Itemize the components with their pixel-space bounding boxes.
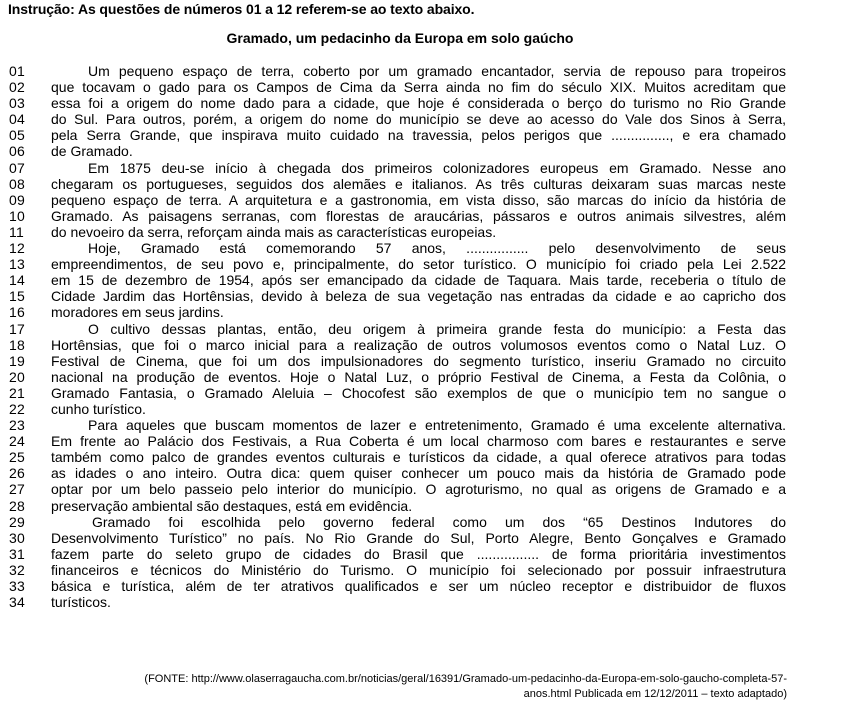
text-line [0,530,843,546]
line-text: Gramado Fantasia, o Gramado Aleluia – Chocofest são exemplos de que o município tem no sangue o [51,384,786,401]
text-line [0,578,843,594]
line-number: 05 [9,127,25,144]
line-number: 30 [9,529,25,546]
line-text: Gramado foi escolhida pelo governo federal como um dos “65 Destinos Indutores do [92,513,786,530]
line-text: Hoje, Gramado está comemorando 57 anos, ................ pelo desenvolvimento de seus [88,240,786,257]
line-text: optar por um belo passeio pelo interior do município. O agroturismo, no qual as origens de Gramado e a [51,481,786,498]
line-text: financeiros e técnicos do Ministério do Turismo. O município foi selecionado por possuir infraestrutura [51,561,786,578]
source-line-2: anos.html Publicada em 12/12/2011 – texto adaptado) [523,688,787,700]
line-number: 24 [9,433,25,450]
line-text: Um pequeno espaço de terra, coberto por um gramado encantador, servia de repouso para tropeiros [88,63,786,79]
line-number: 10 [9,207,25,224]
text-line [0,417,843,433]
line-text: Hortênsias, que foi o marco inicial para a realização de outros volumosos eventos como o Natal Luz. O [51,336,786,353]
text-line [0,401,843,417]
text-line [0,449,843,465]
line-number: 07 [9,159,25,176]
line-number: 31 [9,545,25,562]
line-number: 17 [9,320,25,337]
text-line [0,95,843,111]
text-title: Gramado, um pedacinho da Europa em solo gaúcho [226,30,574,46]
line-text: também como palco de grandes eventos culturais e turísticos da cidade, a qual oferece atrativos para todas [51,449,786,466]
text-line [0,272,843,288]
text-line [0,256,843,272]
line-number: 19 [9,352,25,369]
source-line-1: (FONTE: http://www.olaserragaucha.com.br/noticias/geral/16391/Gramado-um-pedacinho-da-Europa-em-solo-gaucho-completa-57- [144,673,787,685]
line-number: 06 [9,143,25,160]
line-text: básica e turística, além de ter atrativos qualificados e ser um núcleo receptor e distribuidor de fluxos [51,578,786,594]
line-text: Festival de Cinema, que foi um dos impulsionadores do segmento turístico, inseriu Gramado no circuito [51,352,786,369]
line-number: 29 [9,513,25,530]
line-text: empreendimentos, de seu povo e, principalmente, do setor turístico. O município foi criado pela Lei 2.522 [51,256,786,273]
line-text: que tocavam o gado para os Campos de Cima da Serra ainda no fim do século XIX. Muitos acreditam que [51,79,786,96]
line-number: 27 [9,481,25,498]
text-line [0,369,843,385]
text-line [0,192,843,208]
line-number: 16 [9,304,25,321]
line-number: 18 [9,336,25,353]
text-line [0,304,843,320]
text-line [0,562,843,578]
line-text: Para aqueles que buscam momentos de lazer e entretenimento, Gramado é uma excelente alternativa. [88,417,786,434]
line-number: 11 [9,223,24,240]
text-line [0,514,843,530]
line-number: 28 [9,497,25,514]
text-line [0,546,843,562]
line-text: essa foi a origem do nome dado para a cidade, que hoje é considerada o berço do turismo no Rio Grande [51,95,786,112]
text-line [0,385,843,401]
line-number: 02 [9,79,25,96]
line-text: moradores em seus jardins. [51,304,224,321]
text-line [0,160,843,176]
line-number: 15 [9,288,25,305]
line-number: 22 [9,400,25,417]
instruction-heading: Instrução: As questões de números 01 a 12 referem-se ao texto abaixo. [8,1,475,17]
line-text: Em frente ao Palácio dos Festivais, a Rua Coberta é um local charmoso com bares e restaurantes e serve [51,433,786,450]
line-number: 13 [9,256,25,273]
line-number: 20 [9,368,25,385]
text-line [0,79,843,95]
text-line [0,353,843,369]
source-citation [47,672,787,702]
line-number: 21 [9,384,25,401]
line-text: em 15 de dezembro de 1954, após ser emancipado da cidade de Taquara. Mais tarde, receberia o título de [51,272,786,289]
line-text: pela Serra Grande, que inspirava muito cuidado na travessia, pelos perigos que ..............., e era chamado [51,127,786,144]
numbered-text-body [0,63,843,610]
line-text: as idades o ano inteiro. Outra dica: quem quiser conhecer um pouco mais da história de Gramado pode [51,465,786,482]
line-number: 34 [9,594,25,611]
text-line [0,143,843,159]
text-line [0,433,843,449]
line-text: Em 1875 deu-se início à chegada dos primeiros colonizadores europeus em Gramado. Nesse ano [88,159,786,176]
text-line [0,240,843,256]
line-text: turísticos. [51,594,111,611]
line-text: do Sul. Para outros, porém, a origem do nome do município se deve ao acesso do Vale dos Sinos à Serra, [51,111,786,128]
text-line [0,176,843,192]
line-number: 04 [9,111,25,128]
line-number: 25 [9,449,25,466]
line-number: 03 [9,95,25,112]
line-number: 32 [9,561,25,578]
line-text: Cidade Jardim das Hortênsias, devido à beleza de sua vegetação nas entradas da cidade e ao capricho dos [51,288,786,305]
text-line [0,321,843,337]
line-text: chegaram os portugueses, seguidos dos alemães e italianos. As três culturas deixaram suas marcas neste [51,175,786,192]
line-number: 33 [9,578,25,594]
text-line [0,127,843,143]
line-number: 09 [9,191,25,208]
line-text: Desenvolvimento Turístico” no país. No Rio Grande do Sul, Porto Alegre, Bento Gonçalves e Gramado [51,529,786,546]
text-line [0,288,843,304]
line-number: 23 [9,417,25,434]
line-text: de Gramado. [51,143,133,160]
line-text: cunho turístico. [51,400,146,417]
text-line [0,498,843,514]
line-number: 08 [9,175,25,192]
line-text: fazem parte do seleto grupo de cidades do Brasil que ................ de forma prioritária investimentos [51,545,786,562]
line-text: pequeno espaço de terra. A arquitetura e a gastronomia, em vista disso, são marcas do início da história de [51,191,786,208]
line-text: Gramado. As paisagens serranas, com florestas de araucárias, pássaros e outros animais silvestres, além [51,207,786,224]
text-line [0,481,843,497]
line-number: 01 [9,63,25,79]
line-number: 12 [9,240,25,257]
text-line [0,337,843,353]
text-line [0,63,843,79]
text-line [0,111,843,127]
line-text: do nevoeiro da serra, reforçam ainda mais as características europeias. [51,223,497,240]
text-line [0,208,843,224]
line-number: 14 [9,272,25,289]
line-text: preservação ambiental são destaques, está em evidência. [51,497,413,514]
text-line [0,224,843,240]
text-line [0,465,843,481]
line-text: O cultivo dessas plantas, então, deu origem à primeira grande festa do município: a Festa das [88,320,786,337]
line-number: 26 [9,465,25,482]
line-text: nacional na produção de eventos. Hoje o Natal Luz, o próprio Festival de Cinema, a Festa da Colônia, o [51,368,786,385]
text-line [0,594,843,610]
